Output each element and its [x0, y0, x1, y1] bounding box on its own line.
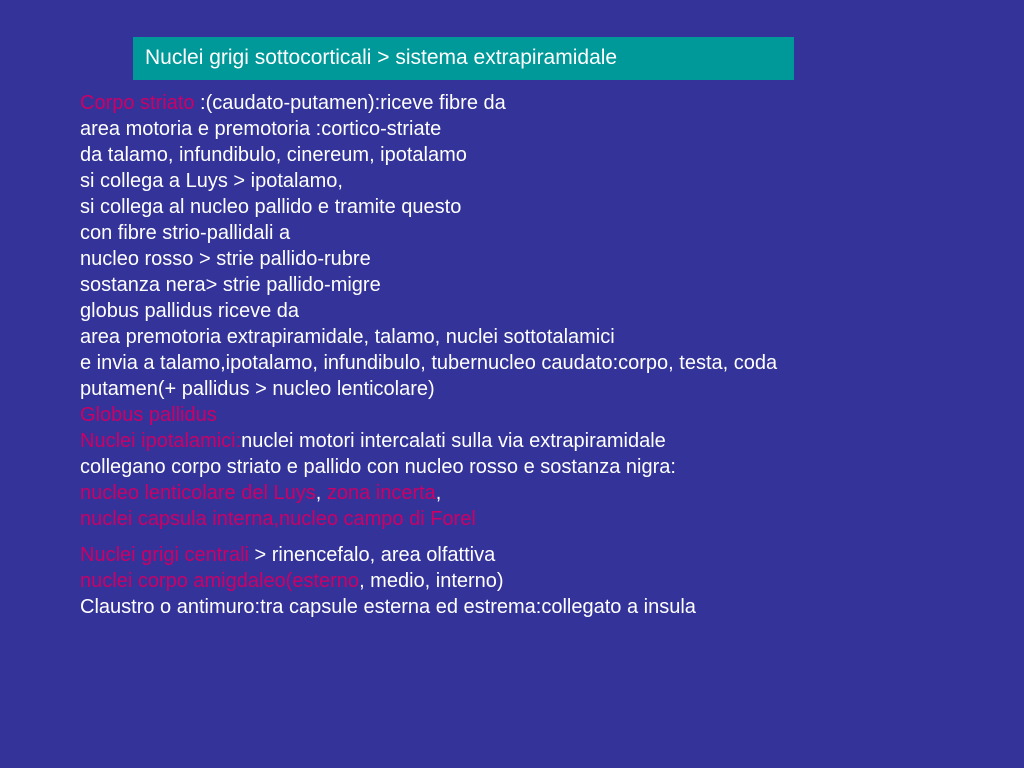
text-line — [80, 220, 1015, 246]
highlight-term: nuclei corpo amigdaleo(esterno — [80, 570, 360, 592]
highlight-term: Nuclei ipotalamici: — [80, 430, 242, 452]
line-text: area premotoria extrapiramidale, talamo, nuclei sottotalamici — [80, 326, 615, 348]
text-line — [80, 90, 1015, 116]
line-text: > rinencefalo, area olfattiva — [248, 544, 496, 566]
highlight-term: nuclei capsula interna,nucleo campo di Forel — [80, 508, 476, 530]
text-line — [80, 594, 1015, 620]
line-text: putamen(+ pallidus > nucleo lenticolare) — [80, 378, 435, 400]
text-line — [80, 480, 1015, 506]
line-text: e invia a talamo,ipotalamo, infundibulo, tubernucleo caudato:corpo, testa, coda — [80, 352, 778, 374]
line-text: nucleo rosso > strie pallido-rubre — [80, 248, 371, 270]
line-text: Claustro o antimuro:tra capsule esterna ed estrema:collegato a insula — [80, 596, 696, 618]
highlight-term: Nuclei grigi centrali — [80, 544, 249, 566]
line-text: :(caudato-putamen):riceve fibre da — [194, 92, 506, 114]
text-line — [80, 376, 1015, 402]
line-text: sostanza nera> strie pallido-migre — [80, 274, 381, 296]
text-line — [80, 506, 1015, 532]
line-text: , — [435, 482, 442, 504]
text-line — [80, 272, 1015, 298]
line-text: con fibre strio-pallidali a — [80, 222, 291, 244]
text-line — [80, 454, 1015, 480]
text-line — [80, 194, 1015, 220]
highlight-term: nucleo lenticolare del Luys — [80, 482, 316, 504]
text-line — [80, 402, 1015, 428]
text-line — [80, 428, 1015, 454]
text-line — [80, 568, 1015, 594]
paragraph-gap — [80, 532, 1015, 542]
text-line — [80, 246, 1015, 272]
line-text: area motoria e premotoria :cortico-striate — [80, 118, 442, 140]
line-text: collegano corpo striato e pallido con nucleo rosso e sostanza nigra: — [80, 456, 676, 478]
text-line — [80, 142, 1015, 168]
line-text: si collega al nucleo pallido e tramite questo — [80, 196, 462, 218]
line-text: si collega a Luys > ipotalamo, — [80, 170, 343, 192]
text-line — [80, 350, 1015, 376]
slide-title-bar — [133, 37, 794, 80]
line-text: nuclei motori intercalati sulla via extrapiramidale — [241, 430, 666, 452]
text-line — [80, 324, 1015, 350]
highlight-term: Globus pallidus — [80, 404, 217, 426]
highlight-term: zona incerta — [326, 482, 436, 504]
slide-title: Nuclei grigi sottocorticali > sistema extrapiramidale — [145, 46, 618, 69]
text-line — [80, 542, 1015, 568]
text-line — [80, 116, 1015, 142]
text-line — [80, 168, 1015, 194]
highlight-term: Corpo striato — [80, 92, 195, 114]
slide-body — [80, 90, 1015, 620]
line-text: da talamo, infundibulo, cinereum, ipotalamo — [80, 144, 467, 166]
line-text: , medio, interno) — [359, 570, 504, 592]
line-text: globus pallidus riceve da — [80, 300, 300, 322]
text-line — [80, 298, 1015, 324]
line-text: , — [315, 482, 327, 504]
